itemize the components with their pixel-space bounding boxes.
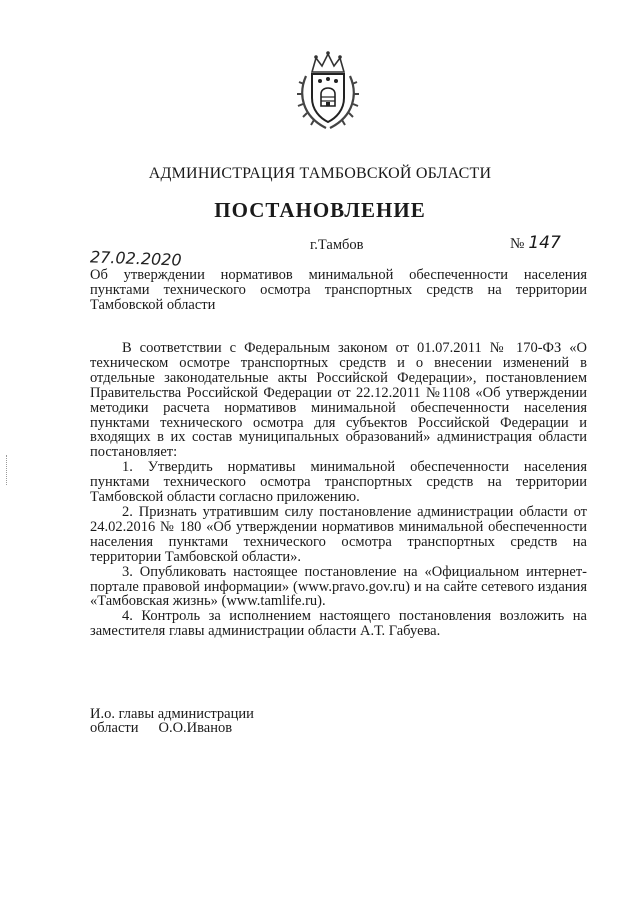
body-item-3: 3. Опубликовать настоящее постановление на «Официальном интернет-портале правовой информации» (www.pravo.gov.ru) и на сайте сетевого издания «Тамбовская жизнь» (www.tamlife.ru). <box>90 563 587 610</box>
document-subject: Об утверждении нормативов минимальной обеспеченности населения пунктами технического осмотра транспортных средств на территории Тамбовской области <box>90 267 587 313</box>
signatory-title-line2: области <box>90 720 139 736</box>
document-date: 27.02.2020 <box>89 247 182 270</box>
document-city: г.Тамбов <box>310 237 364 253</box>
signatory-line2 <box>90 721 254 735</box>
number-label: № <box>510 236 525 252</box>
organization-title: АДМИНИСТРАЦИЯ ТАМБОВСКОЙ ОБЛАСТИ <box>148 165 492 182</box>
body-item-2: 2. Признать утратившим силу постановление администрации области от 24.02.2016 № 180 «Об утверждении нормативов минимальной обеспеченности населения пунктами технического осмотра транспортных средств на территории Тамбовской области». <box>90 503 587 565</box>
body-item-1: 1. Утвердить нормативы минимальной обеспеченности населения пунктами технического осмотра транспортных средств на территории Тамбовской области согласно приложению. <box>90 459 587 506</box>
body-intro-paragraph: В соответствии с Федеральным законом от 01.07.2011 № 170-ФЗ «О техническом осмотре транспортных средств и о внесении изменений в отдельные законодательные акты Российской Федерации», постановлением Правительства Российской Федерации от 22.12.2011 №1108 «Об утверждении методики расчета нормативов минимальной обеспеченности населения пунктами технического осмотра для субъектов Российской Федерации и входящих в их состав муниципальных образований» администрация области постановляет: <box>90 340 587 461</box>
number-value: 147 <box>528 233 561 253</box>
signatory-title-line1: И.о. главы администрации <box>90 706 254 722</box>
document-number <box>510 233 561 253</box>
document-body <box>90 341 587 639</box>
coat-of-arms-emblem <box>296 50 360 130</box>
body-item-4: 4. Контроль за исполнением настоящего постановления возложить на заместителя главы администрации области А.Т. Габуева. <box>90 608 587 640</box>
document-type-title: ПОСТАНОВЛЕНИЕ <box>214 198 426 222</box>
signatory-name: О.О.Иванов <box>158 720 233 736</box>
scan-margin-artifact <box>6 455 9 485</box>
signature-block <box>90 707 254 735</box>
